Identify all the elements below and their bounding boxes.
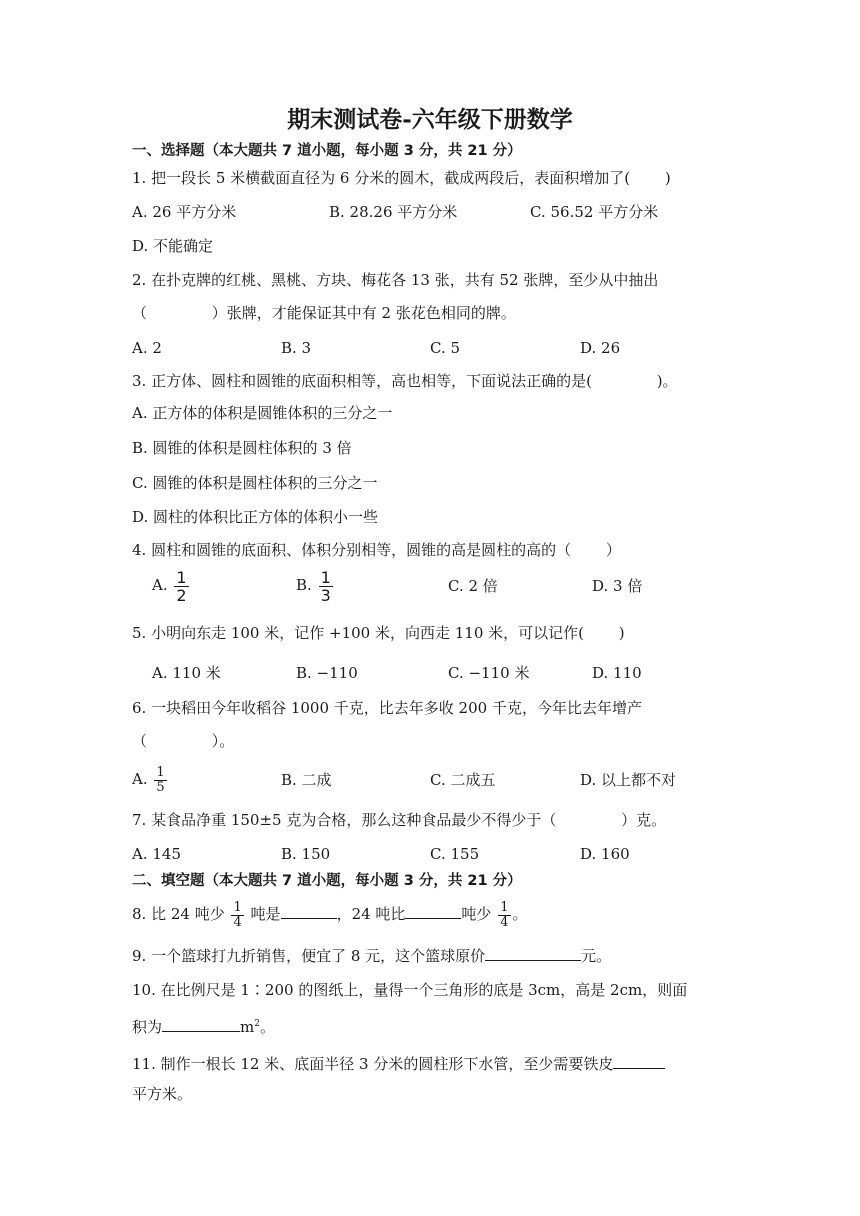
question-5-option-a: A. 110 米 <box>152 664 221 682</box>
question-8-text-4: 吨少 <box>461 905 492 923</box>
question-6-option-a <box>132 762 169 796</box>
question-6-stem-line2: （ ）。 <box>132 732 235 750</box>
question-11-line2: 平方米。 <box>132 1085 193 1103</box>
question-9-text-1: 9. 一个篮球打九折销售，便宜了 8 元，这个篮球原价 <box>132 947 486 965</box>
question-4-option-c: C. 2 倍 <box>448 577 498 595</box>
question-2-stem-line2: （ ）张牌，才能保证其中有 2 张花色相同的牌。 <box>132 304 516 322</box>
fraction <box>174 569 188 604</box>
fraction-denominator: 5 <box>156 779 165 795</box>
fraction <box>231 901 243 930</box>
question-7-option-d: D. 160 <box>580 845 630 863</box>
question-6-stem-line1: 6. 一块稻田今年收稻谷 1000 千克，比去年多收 200 千克，今年比去年增产 <box>132 699 642 717</box>
answer-blank[interactable] <box>405 902 461 919</box>
fraction-numerator: 1 <box>500 899 509 915</box>
question-10-line1: 10. 在比例尺是 1∶200 的图纸上，量得一个三角形的底是 3cm，高是 2cm，则面 <box>132 981 688 999</box>
question-10-text-3: 。 <box>259 1018 275 1036</box>
fraction-denominator: 3 <box>320 585 331 605</box>
question-7-option-c: C. 155 <box>430 845 480 863</box>
question-10-superscript: 2 <box>254 1019 260 1029</box>
fraction-denominator: 2 <box>176 585 187 605</box>
question-1-option-d: D. 不能确定 <box>132 237 214 255</box>
fraction-numerator: 1 <box>320 567 331 587</box>
option-label: A. <box>152 576 168 594</box>
option-label: B. <box>296 576 312 594</box>
fraction-numerator: 1 <box>176 567 187 587</box>
question-5-option-b: B. −110 <box>296 664 358 682</box>
question-4-stem: 4. 圆柱和圆锥的底面积、体积分别相等，圆锥的高是圆柱的高的（ ） <box>132 541 621 559</box>
section-heading-fill-blank: 二、填空题（本大题共 7 道小题，每小题 3 分，共 21 分） <box>132 873 522 889</box>
page-title: 期末测试卷-六年级下册数学 <box>287 106 573 133</box>
question-5-stem: 5. 小明向东走 100 米，记作 +100 米，向西走 110 米，可以记作( ) <box>132 624 625 642</box>
fraction-denominator: 4 <box>233 914 242 930</box>
question-10-text-1: 积为 <box>132 1018 163 1036</box>
answer-blank[interactable] <box>613 1052 665 1069</box>
section-heading-choice: 一、选择题（本大题共 7 道小题，每小题 3 分，共 21 分） <box>132 143 522 159</box>
question-4-option-b <box>296 568 335 604</box>
question-1-option-c: C. 56.52 平方分米 <box>530 203 659 221</box>
question-6-option-c: C. 二成五 <box>430 771 496 789</box>
question-7-option-b: B. 150 <box>281 845 331 863</box>
question-2-option-b: B. 3 <box>281 339 312 357</box>
answer-blank[interactable] <box>485 944 581 961</box>
question-9 <box>132 944 611 966</box>
question-3-stem: 3. 正方体、圆柱和圆锥的底面积相等，高也相等，下面说法正确的是( )。 <box>132 372 678 390</box>
question-7-option-a: A. 145 <box>132 845 181 863</box>
question-4-option-a <box>152 568 191 604</box>
question-8-text-3: ，24 吨比 <box>336 905 406 923</box>
question-5-option-d: D. 110 <box>592 664 642 682</box>
answer-blank[interactable] <box>281 902 337 919</box>
question-2-option-a: A. 2 <box>132 339 162 357</box>
question-2-option-c: C. 5 <box>430 339 461 357</box>
question-8-text-1: 8. 比 24 吨少 <box>132 905 225 923</box>
question-4-option-d: D. 3 倍 <box>592 577 643 595</box>
answer-blank[interactable] <box>162 1015 240 1032</box>
question-2-stem-line1: 2. 在扑克牌的红桃、黑桃、方块、梅花各 13 张，共有 52 张牌，至少从中抽出 <box>132 271 659 289</box>
question-7-stem: 7. 某食品净重 150±5 克为合格，那么这种食品最少不得少于（ ）克。 <box>132 811 667 829</box>
question-8 <box>132 897 528 931</box>
question-1-stem: 1. 把一段长 5 米横截面直径为 6 分米的圆木，截成两段后，表面积增加了( ) <box>132 169 671 187</box>
question-3-option-d: D. 圆柱的体积比正方体的体积小一些 <box>132 508 379 526</box>
fraction <box>154 766 166 795</box>
question-6-option-d: D. 以上都不对 <box>580 771 677 789</box>
question-2-option-d: D. 26 <box>580 339 621 357</box>
fraction <box>319 569 333 604</box>
question-1-option-a: A. 26 平方分米 <box>132 203 237 221</box>
question-10-unit: m <box>240 1018 255 1036</box>
question-10-line2 <box>132 1014 275 1037</box>
question-6-option-b: B. 二成 <box>281 771 332 789</box>
option-label: A. <box>132 770 148 788</box>
fraction-numerator: 1 <box>233 899 242 915</box>
question-8-text-5: 。 <box>512 905 528 923</box>
fraction-denominator: 4 <box>500 914 509 930</box>
fraction-numerator: 1 <box>156 764 165 780</box>
question-11-text-1: 11. 制作一根长 12 米、底面半径 3 分米的圆柱形下水管，至少需要铁皮 <box>132 1055 614 1073</box>
question-1-option-b: B. 28.26 平方分米 <box>329 203 458 221</box>
question-3-option-b: B. 圆锥的体积是圆柱体积的 3 倍 <box>132 439 352 457</box>
question-3-option-a: A. 正方体的体积是圆锥体积的三分之一 <box>132 404 393 422</box>
question-11-line1 <box>132 1052 665 1074</box>
fraction <box>498 901 510 930</box>
question-5-option-c: C. −110 米 <box>448 664 530 682</box>
question-3-option-c: C. 圆锥的体积是圆柱体积的三分之一 <box>132 474 378 492</box>
question-9-text-2: 元。 <box>581 947 612 965</box>
question-8-text-2: 吨是 <box>250 905 281 923</box>
